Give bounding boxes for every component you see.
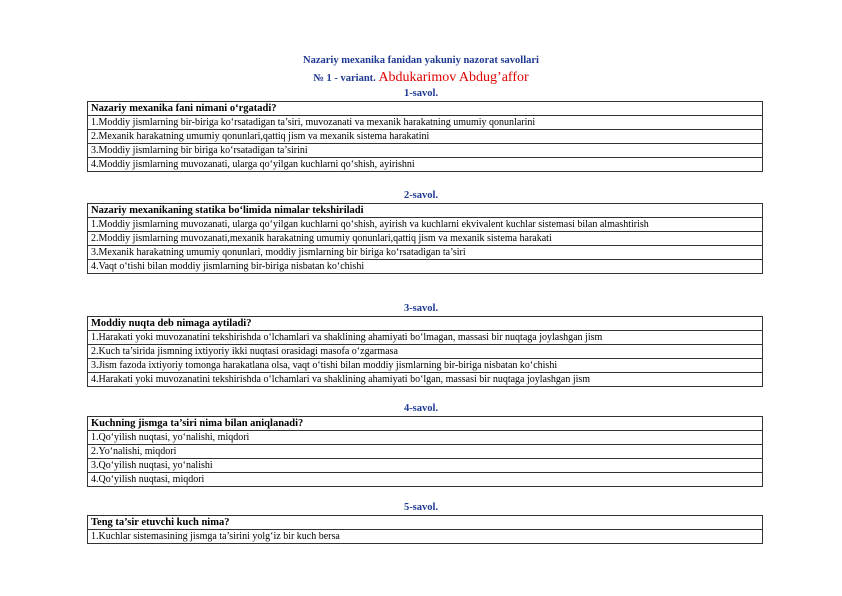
variant-line [0,70,842,86]
document-title: Nazariy mexanika fanidan yakuniy nazorat savollari [303,55,539,66]
question-table [87,316,763,387]
answer-option: 1.Kuchlar sistemasining jismga ta’sirini yolg‘iz bir kuch bersa [88,530,763,544]
question-heading: 2-savol. [403,190,439,201]
answer-option: 2.Yo‘nalishi, miqdori [88,445,763,459]
student-name: Abdukarimov Abdug’affor [378,70,529,85]
question-text: Nazariy mexanikaning statika bo‘limida nimalar tekshiriladi [88,204,763,218]
question-text: Teng ta’sir etuvchi kuch nima? [88,516,763,530]
answer-option: 3.Jism fazoda ixtiyoriy tomonga harakatlana olsa, vaqt o‘tishi bilan moddiy jismlarning bir-biriga nisbatan ko‘chishi [88,359,763,373]
answer-option: 2.Kuch ta’sirida jismning ixtiyoriy ikki nuqtasi orasidagi masofa o‘zgarmasa [88,345,763,359]
answer-option: 1.Harakati yoki muvozanatini tekshirishda o‘lchamlari va shaklining ahamiyati bo‘lmagan, massasi bir nuqtaga joylashgan jism [88,331,763,345]
answer-option: 4.Vaqt o‘tishi bilan moddiy jismlarning bir-biriga nisbatan ko‘chishi [88,260,763,274]
answer-option: 2.Moddiy jismlarning muvozanati,mexanik harakatning umumiy qonunlari,qattiq jism va mexanik sistema harakati [88,232,763,246]
answer-option: 3.Moddiy jismlarning bir biriga ko‘rsatadigan ta’sirini [88,144,763,158]
variant-label: № 1 - variant. [313,73,376,84]
answer-option: 1.Qo‘yilish nuqtasi, yo‘nalishi, miqdori [88,431,763,445]
question-text: Moddiy nuqta deb nimaga aytiladi? [88,317,763,331]
question-text: Nazariy mexanika fani nimani o‘rgatadi? [88,102,763,116]
answer-option: 1.Moddiy jismlarning muvozanati, ularga qo‘yilgan kuchlarni qo‘shish, ayirish va kuchlarni ekvivalent kuchlar sistemasi bilan almashtirish [88,218,763,232]
answer-option: 3.Mexanik harakatning umumiy qonunlari, moddiy jismlarning bir biriga ko‘rsatadigan ta’siri [88,246,763,260]
question-heading: 3-savol. [403,303,439,314]
answer-option: 1.Moddiy jismlarning bir-biriga ko‘rsatadigan ta’siri, muvozanati va mexanik harakatning umumiy qonunlarini [88,116,763,130]
answer-option: 3.Qo‘yilish nuqtasi, yo‘nalishi [88,459,763,473]
question-table [87,203,763,274]
question-heading: 4-savol. [403,403,439,414]
question-heading: 5-savol. [403,502,439,513]
question-table [87,101,763,172]
answer-option: 4.Harakati yoki muvozanatini tekshirishda o‘lchamlari va shaklining ahamiyati bo‘lgan, massasi bir nuqtaga joylashgan jism [88,373,763,387]
question-heading: 1-savol. [403,88,439,99]
answer-option: 4.Qo‘yilish nuqtasi, miqdori [88,473,763,487]
answer-option: 4.Moddiy jismlarning muvozanati, ularga qo‘yilgan kuchlarni qo‘shish, ayirishni [88,158,763,172]
question-table [87,416,763,487]
question-text: Kuchning jismga ta’siri nima bilan aniqlanadi? [88,417,763,431]
question-table [87,515,763,544]
answer-option: 2.Mexanik harakatning umumiy qonunlari,qattiq jism va mexanik sistema harakatini [88,130,763,144]
